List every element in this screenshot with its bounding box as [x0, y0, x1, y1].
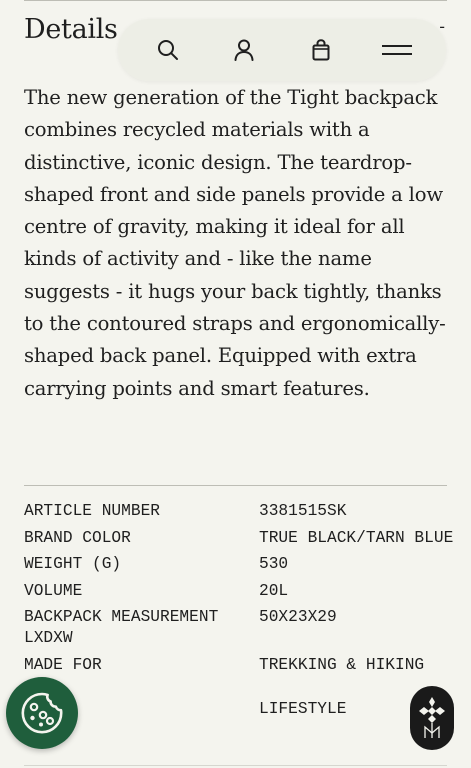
spec-row-brand-color	[24, 528, 454, 549]
cookie-icon	[19, 690, 65, 736]
spec-key: ARTICLE NUMBER	[24, 502, 160, 520]
spec-row-weight	[24, 554, 454, 575]
cart-button[interactable]	[293, 19, 349, 81]
spec-key: BRAND COLOR	[24, 528, 131, 547]
section-title[interactable]: Details	[24, 14, 118, 45]
product-description: The new generation of the Tight backpack combines recycled materials with a distinctive, iconic design. The teardrop-shaped front and side panels provide a low centre of gravity, making it ideal for all kinds of activity and - like the name suggests - it hugs your back tightly, thanks to the contoured straps and ergonomically-shaped back panel. Equipped with extra carrying points and smart features.	[24, 86, 446, 400]
spec-row-volume	[24, 581, 454, 602]
specs-table	[24, 501, 454, 725]
floating-nav-bar	[118, 19, 446, 81]
account-button[interactable]	[216, 19, 272, 81]
spec-value: 20L	[259, 581, 289, 600]
spec-key: VOLUME	[24, 581, 83, 600]
bottom-divider	[24, 765, 447, 766]
spec-value-line: LIFESTYLE	[259, 699, 347, 718]
spec-row-measurement	[24, 607, 454, 649]
collapse-icon[interactable]: -	[439, 17, 445, 36]
menu-button[interactable]	[368, 19, 426, 81]
hamburger-menu-icon	[382, 44, 412, 56]
spec-value: 530	[259, 555, 289, 573]
spec-row-article-number	[24, 501, 454, 522]
spec-key: BACKPACK MEASUREMENT LXDXW	[24, 608, 219, 647]
search-button[interactable]	[140, 19, 196, 81]
spec-row-made-for	[24, 655, 454, 720]
brand-badge-button[interactable]	[410, 686, 454, 750]
top-divider	[24, 0, 447, 1]
brand-logo-icon	[418, 694, 446, 742]
spec-value: TRUE BLACK/TARN BLUE	[259, 528, 454, 547]
cookie-settings-button[interactable]	[6, 677, 78, 749]
spec-key: WEIGHT (G)	[24, 555, 122, 573]
spec-value-line: TREKKING & HIKING	[259, 655, 425, 674]
spec-value: 50X23X29	[259, 608, 337, 626]
shopping-bag-icon	[312, 39, 330, 61]
spec-key: MADE FOR	[24, 655, 102, 674]
search-icon	[157, 39, 179, 61]
spec-value: 3381515SK	[259, 502, 347, 520]
user-icon	[234, 39, 254, 61]
specs-divider	[24, 485, 447, 486]
